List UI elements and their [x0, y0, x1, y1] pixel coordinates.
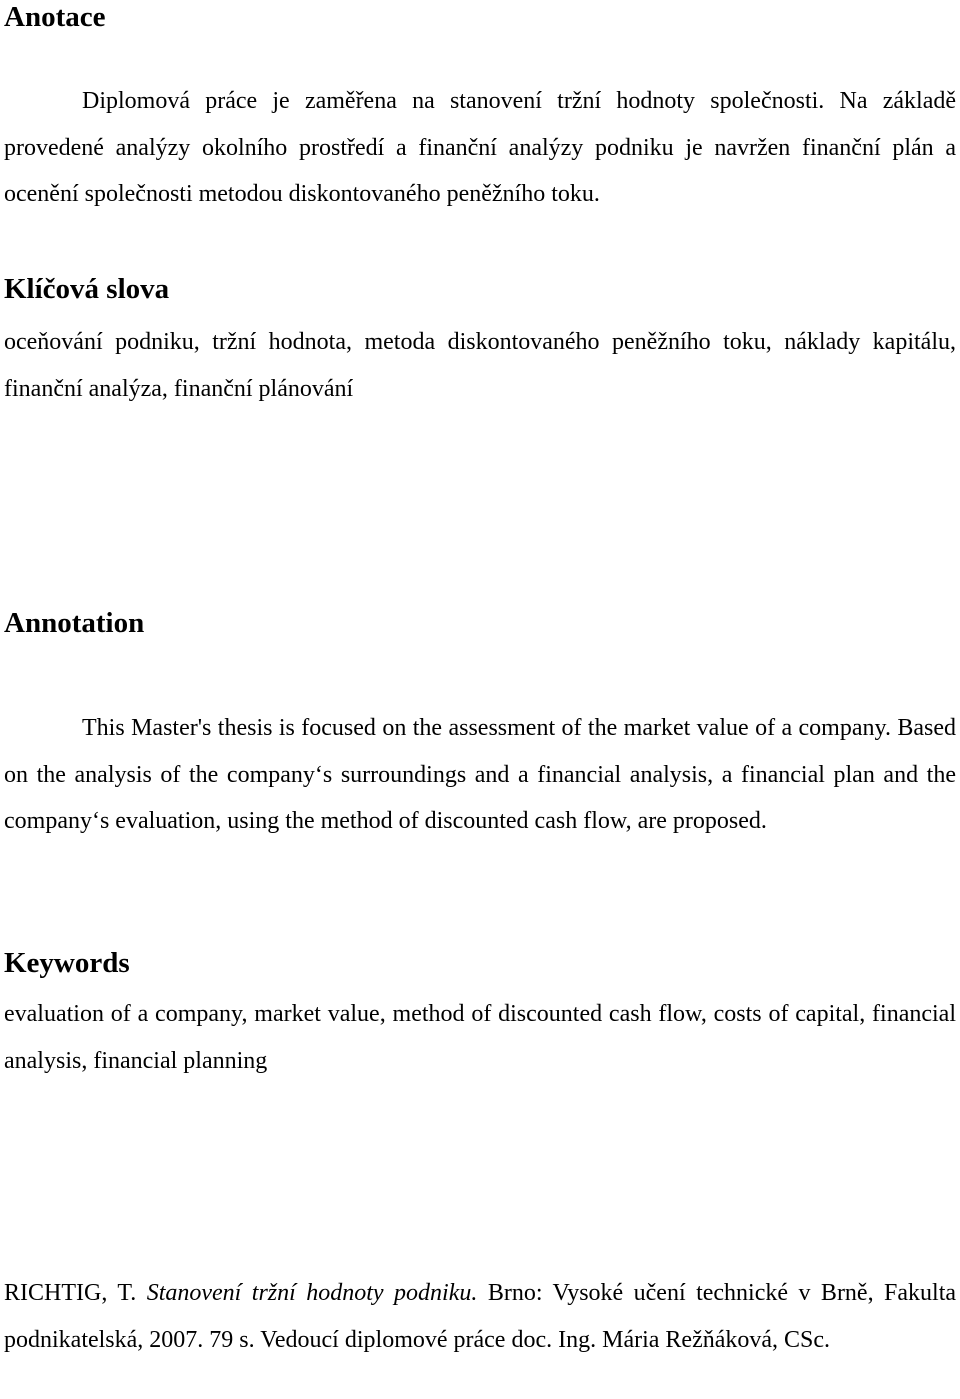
annotation-paragraph: This Master's thesis is focused on the assessment of the market value of a company. Based on the analysis of the company‘s surroundings and a financial analysis, a financial plan and the company‘s evaluation, using the method of discounted cash flow, are proposed. [4, 715, 956, 834]
citation-rest: Brno: Vysoké učení technické v Brně, Fakulta podnikatelská, 2007. 79 s. Vedoucí diplomové práce doc. Ing. Mária Režňáková, CSc. [4, 1280, 957, 1353]
citation [4, 1270, 956, 1363]
annotation-heading: Annotation [4, 607, 145, 639]
klicova-slova-paragraph: oceňování podniku, tržní hodnota, metoda diskontovaného peněžního toku, náklady kapitálu, finanční analýza, finanční plánování [4, 329, 956, 402]
citation-author: RICHTIG, T. [4, 1280, 137, 1306]
keywords-heading: Keywords [4, 947, 130, 979]
anotace-heading: Anotace [4, 1, 106, 33]
keywords-paragraph: evaluation of a company, market value, method of discounted cash flow, costs of capital, financial analysis, financial planning [4, 1001, 956, 1074]
klicova-slova-heading: Klíčová slova [4, 273, 170, 305]
citation-title: Stanovení tržní hodnoty podniku. [146, 1280, 478, 1306]
anotace-paragraph: Diplomová práce je zaměřena na stanovení tržní hodnoty společnosti. Na základě provedené analýzy okolního prostředí a finanční analýzy podniku je navržen finanční plán a ocenění společnosti metodou diskontovaného peněžního toku. [4, 88, 956, 207]
